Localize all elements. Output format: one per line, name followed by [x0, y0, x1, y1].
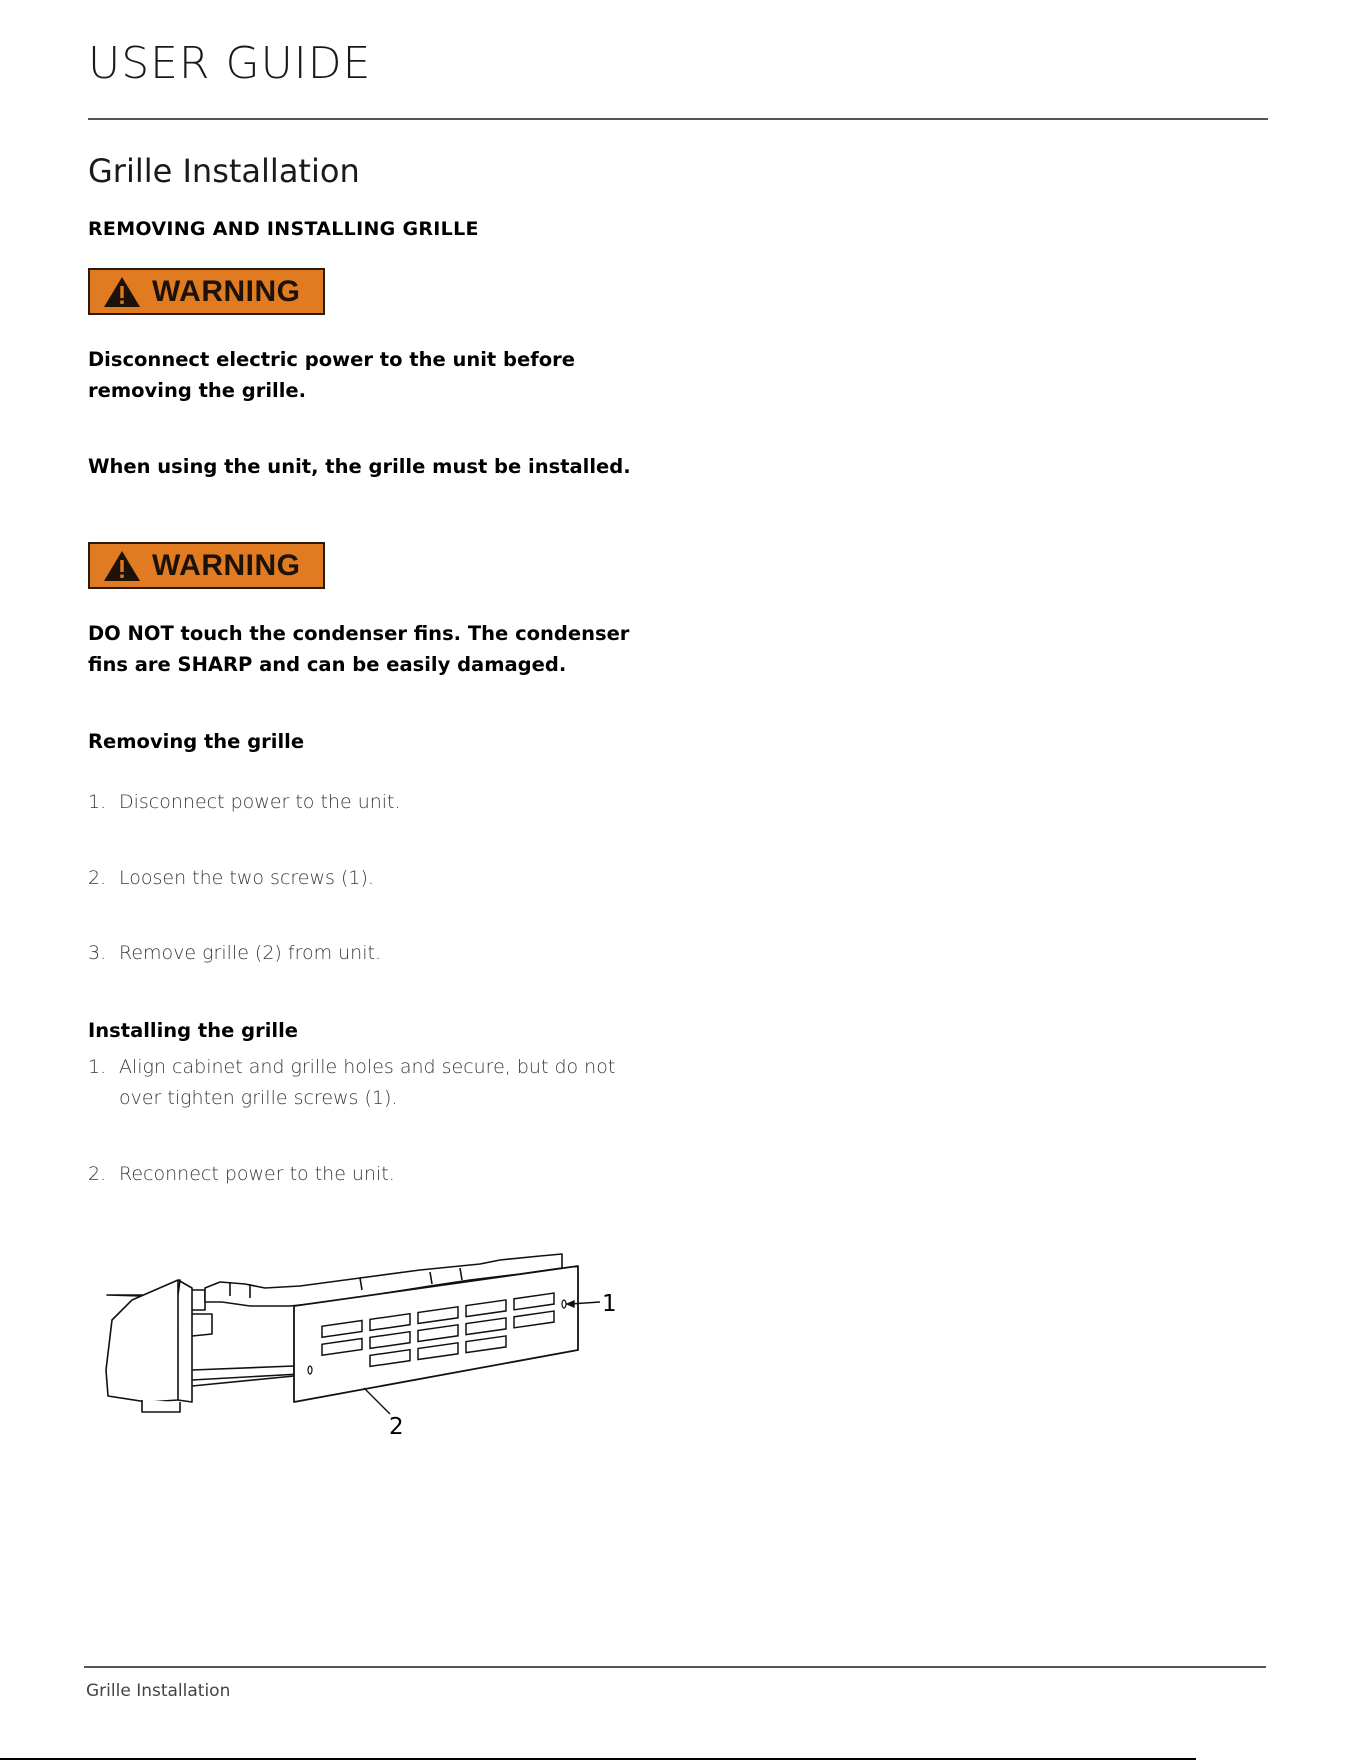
callout-grille: 2	[389, 1414, 404, 1440]
header-divider	[88, 118, 1268, 120]
step-text: Reconnect power to the unit.	[119, 1163, 395, 1185]
footer-text: Grille Installation	[86, 1681, 231, 1701]
warning-note: When using the unit, the grille must be installed.	[88, 455, 631, 478]
document-title: USER GUIDE	[88, 38, 372, 89]
warning-label: WARNING	[152, 548, 301, 582]
list-item	[88, 938, 688, 969]
warning-banner	[88, 268, 325, 315]
list-item	[88, 1159, 688, 1190]
callout-screw: 1	[602, 1291, 617, 1317]
section-title: Grille Installation	[88, 152, 360, 190]
step-text: Loosen the two screws (1).	[119, 867, 374, 889]
step-number: 2.	[88, 1163, 107, 1185]
warning-triangle-icon	[102, 549, 142, 583]
installing-heading: Installing the grille	[88, 1019, 298, 1042]
page-edge-rule	[0, 1758, 1196, 1760]
list-item	[88, 863, 688, 894]
step-text: Align cabinet and grille holes and secure, but do not over tighten grille screws (1).	[119, 1056, 616, 1109]
warning-banner	[88, 542, 325, 589]
step-number: 1.	[88, 1056, 107, 1078]
warning-label: WARNING	[152, 274, 301, 308]
list-item	[88, 1052, 648, 1114]
step-number: 3.	[88, 942, 107, 964]
list-item	[88, 787, 688, 818]
footer-divider	[84, 1666, 1266, 1668]
step-number: 1.	[88, 791, 107, 813]
step-text: Remove grille (2) from unit.	[119, 942, 381, 964]
warning-triangle-icon	[102, 275, 142, 309]
section-subheading: REMOVING AND INSTALLING GRILLE	[88, 218, 479, 240]
step-text: Disconnect power to the unit.	[119, 791, 401, 813]
grille-diagram	[100, 1250, 640, 1440]
warning-text: Disconnect electric power to the unit before removing the grille.	[88, 348, 575, 402]
step-number: 2.	[88, 867, 107, 889]
warning-text: DO NOT touch the condenser fins. The condenser fins are SHARP and can be easily damaged.	[88, 622, 630, 676]
removing-heading: Removing the grille	[88, 730, 305, 753]
